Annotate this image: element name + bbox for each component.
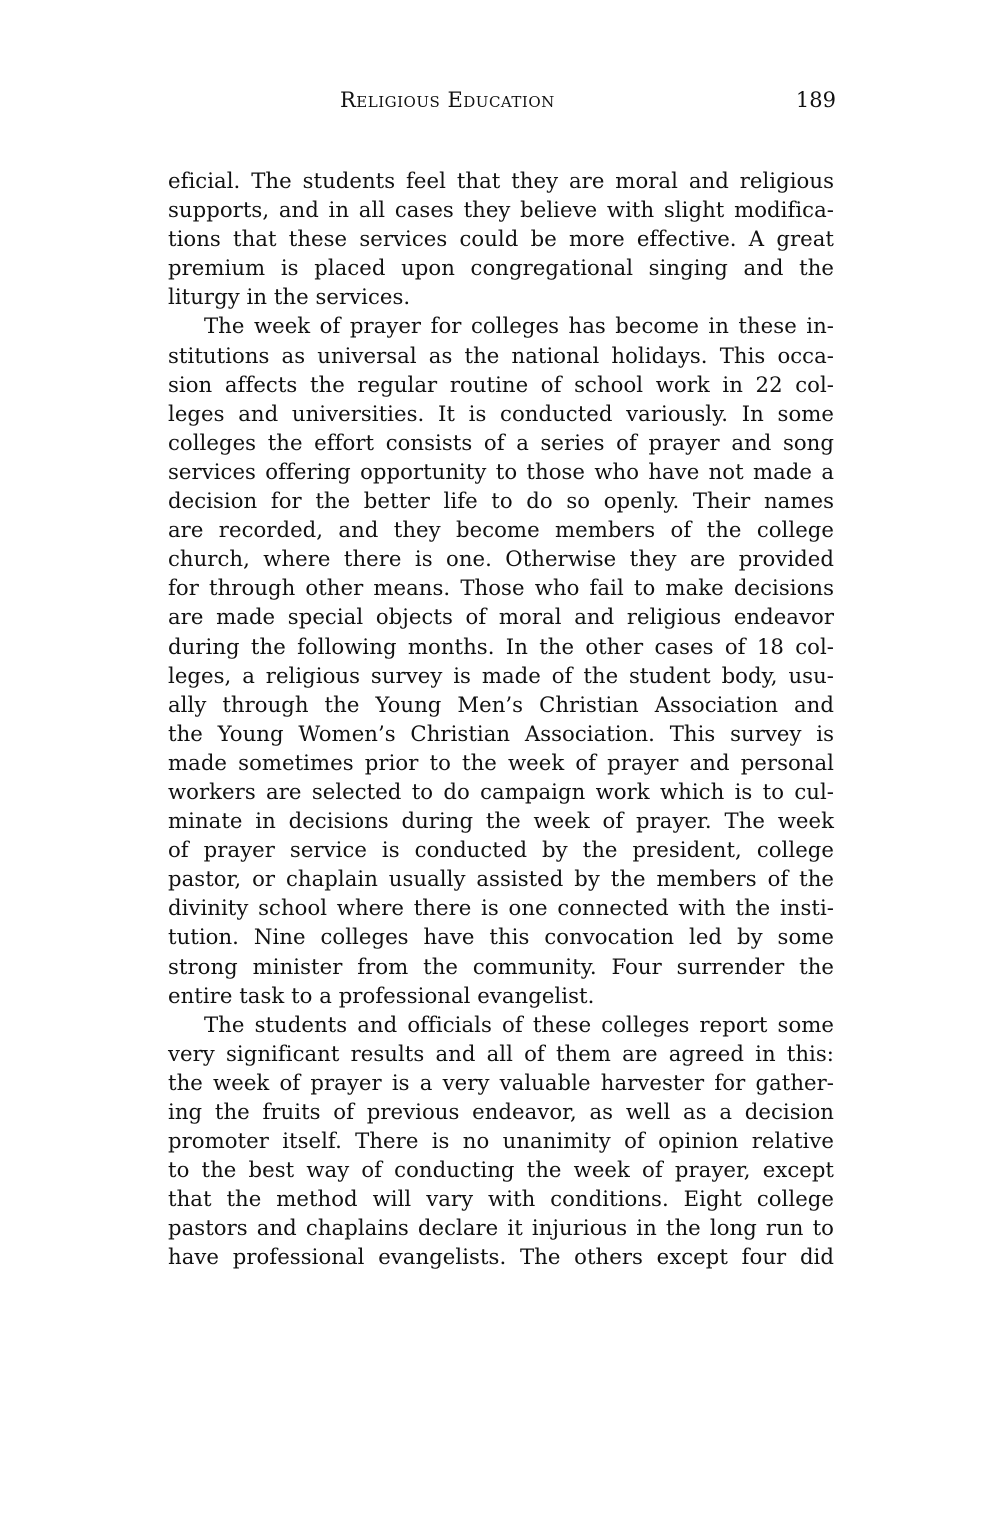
text-line: are made special objects of moral and religious endeavor — [168, 604, 834, 630]
text-line: divinity school where there is one connected with the insti- — [168, 895, 834, 921]
text-line: eficial. The students feel that they are moral and religious — [168, 168, 834, 193]
text-line: entire task to a professional evangelist. — [168, 982, 595, 1008]
text-line: of prayer service is conducted by the president, college — [168, 837, 834, 863]
text-line: leges and universities. It is conducted variously. In some — [168, 400, 834, 426]
text-line: pastor, or chaplain usually assisted by the members of the — [168, 866, 834, 892]
text-line: for through other means. Those who fail to make decisions — [168, 575, 834, 601]
text-line: tution. Nine colleges have this convocation led by some — [168, 924, 834, 950]
text-line: pastors and chaplains declare it injurious in the long run to — [168, 1215, 834, 1241]
text-line: premium is placed upon congregational singing and the — [168, 255, 834, 281]
text-line: very significant results and all of them are agreed in this: — [168, 1040, 834, 1066]
text-line: sion affects the regular routine of school work in 22 col- — [168, 371, 834, 397]
text-line: are recorded, and they become members of the college — [168, 517, 834, 543]
text-line: supports, and in all cases they believe with slight modifica- — [168, 197, 834, 223]
text-line: minate in decisions during the week of prayer. The week — [168, 808, 834, 834]
text-line: ing the fruits of previous endeavor, as well as a decision — [168, 1099, 834, 1124]
text-line: tions that these services could be more effective. A great — [168, 226, 834, 252]
text-line: the Young Women’s Christian Association. This survey is — [168, 720, 834, 746]
body-text — [168, 166, 834, 1272]
text-line: made sometimes prior to the week of prayer and personal — [168, 749, 834, 775]
paragraph-3 — [168, 1010, 834, 1272]
text-line: the week of prayer is a very valuable harvester for gather- — [168, 1069, 834, 1095]
text-line: services offering opportunity to those who have not made a — [168, 458, 834, 484]
text-line: The week of prayer for colleges has become in these in- — [204, 313, 834, 339]
paragraph-2 — [168, 311, 834, 1009]
paragraph-1 — [168, 166, 834, 311]
text-line: during the following months. In the other cases of 18 col- — [168, 633, 834, 659]
running-head — [168, 88, 834, 118]
text-line: stitutions as universal as the national holidays. This occa- — [168, 342, 834, 368]
page-number: 189 — [795, 88, 836, 112]
text-line: liturgy in the services. — [168, 284, 411, 310]
text-line: colleges the effort consists of a series of prayer and song — [168, 429, 834, 455]
text-line: workers are selected to do campaign work which is to cul- — [168, 778, 834, 804]
running-title: Religious Education — [340, 88, 555, 112]
text-line: have professional evangelists. The others except four did — [168, 1244, 834, 1270]
text-line: church, where there is one. Otherwise they are provided — [168, 546, 834, 572]
text-line: leges, a religious survey is made of the student body, usu- — [168, 662, 834, 688]
text-line: to the best way of conducting the week of prayer, except — [168, 1157, 834, 1183]
text-line: ally through the Young Men’s Christian Association and — [168, 691, 834, 717]
text-line: that the method will vary with conditions. Eight college — [168, 1186, 834, 1212]
book-page — [168, 88, 836, 1270]
text-line: promoter itself. There is no unanimity of opinion relative — [168, 1128, 834, 1154]
text-line: decision for the better life to do so openly. Their names — [168, 488, 834, 514]
text-line: The students and officials of these colleges report some — [204, 1011, 834, 1037]
text-line: strong minister from the community. Four surrender the — [168, 953, 834, 979]
